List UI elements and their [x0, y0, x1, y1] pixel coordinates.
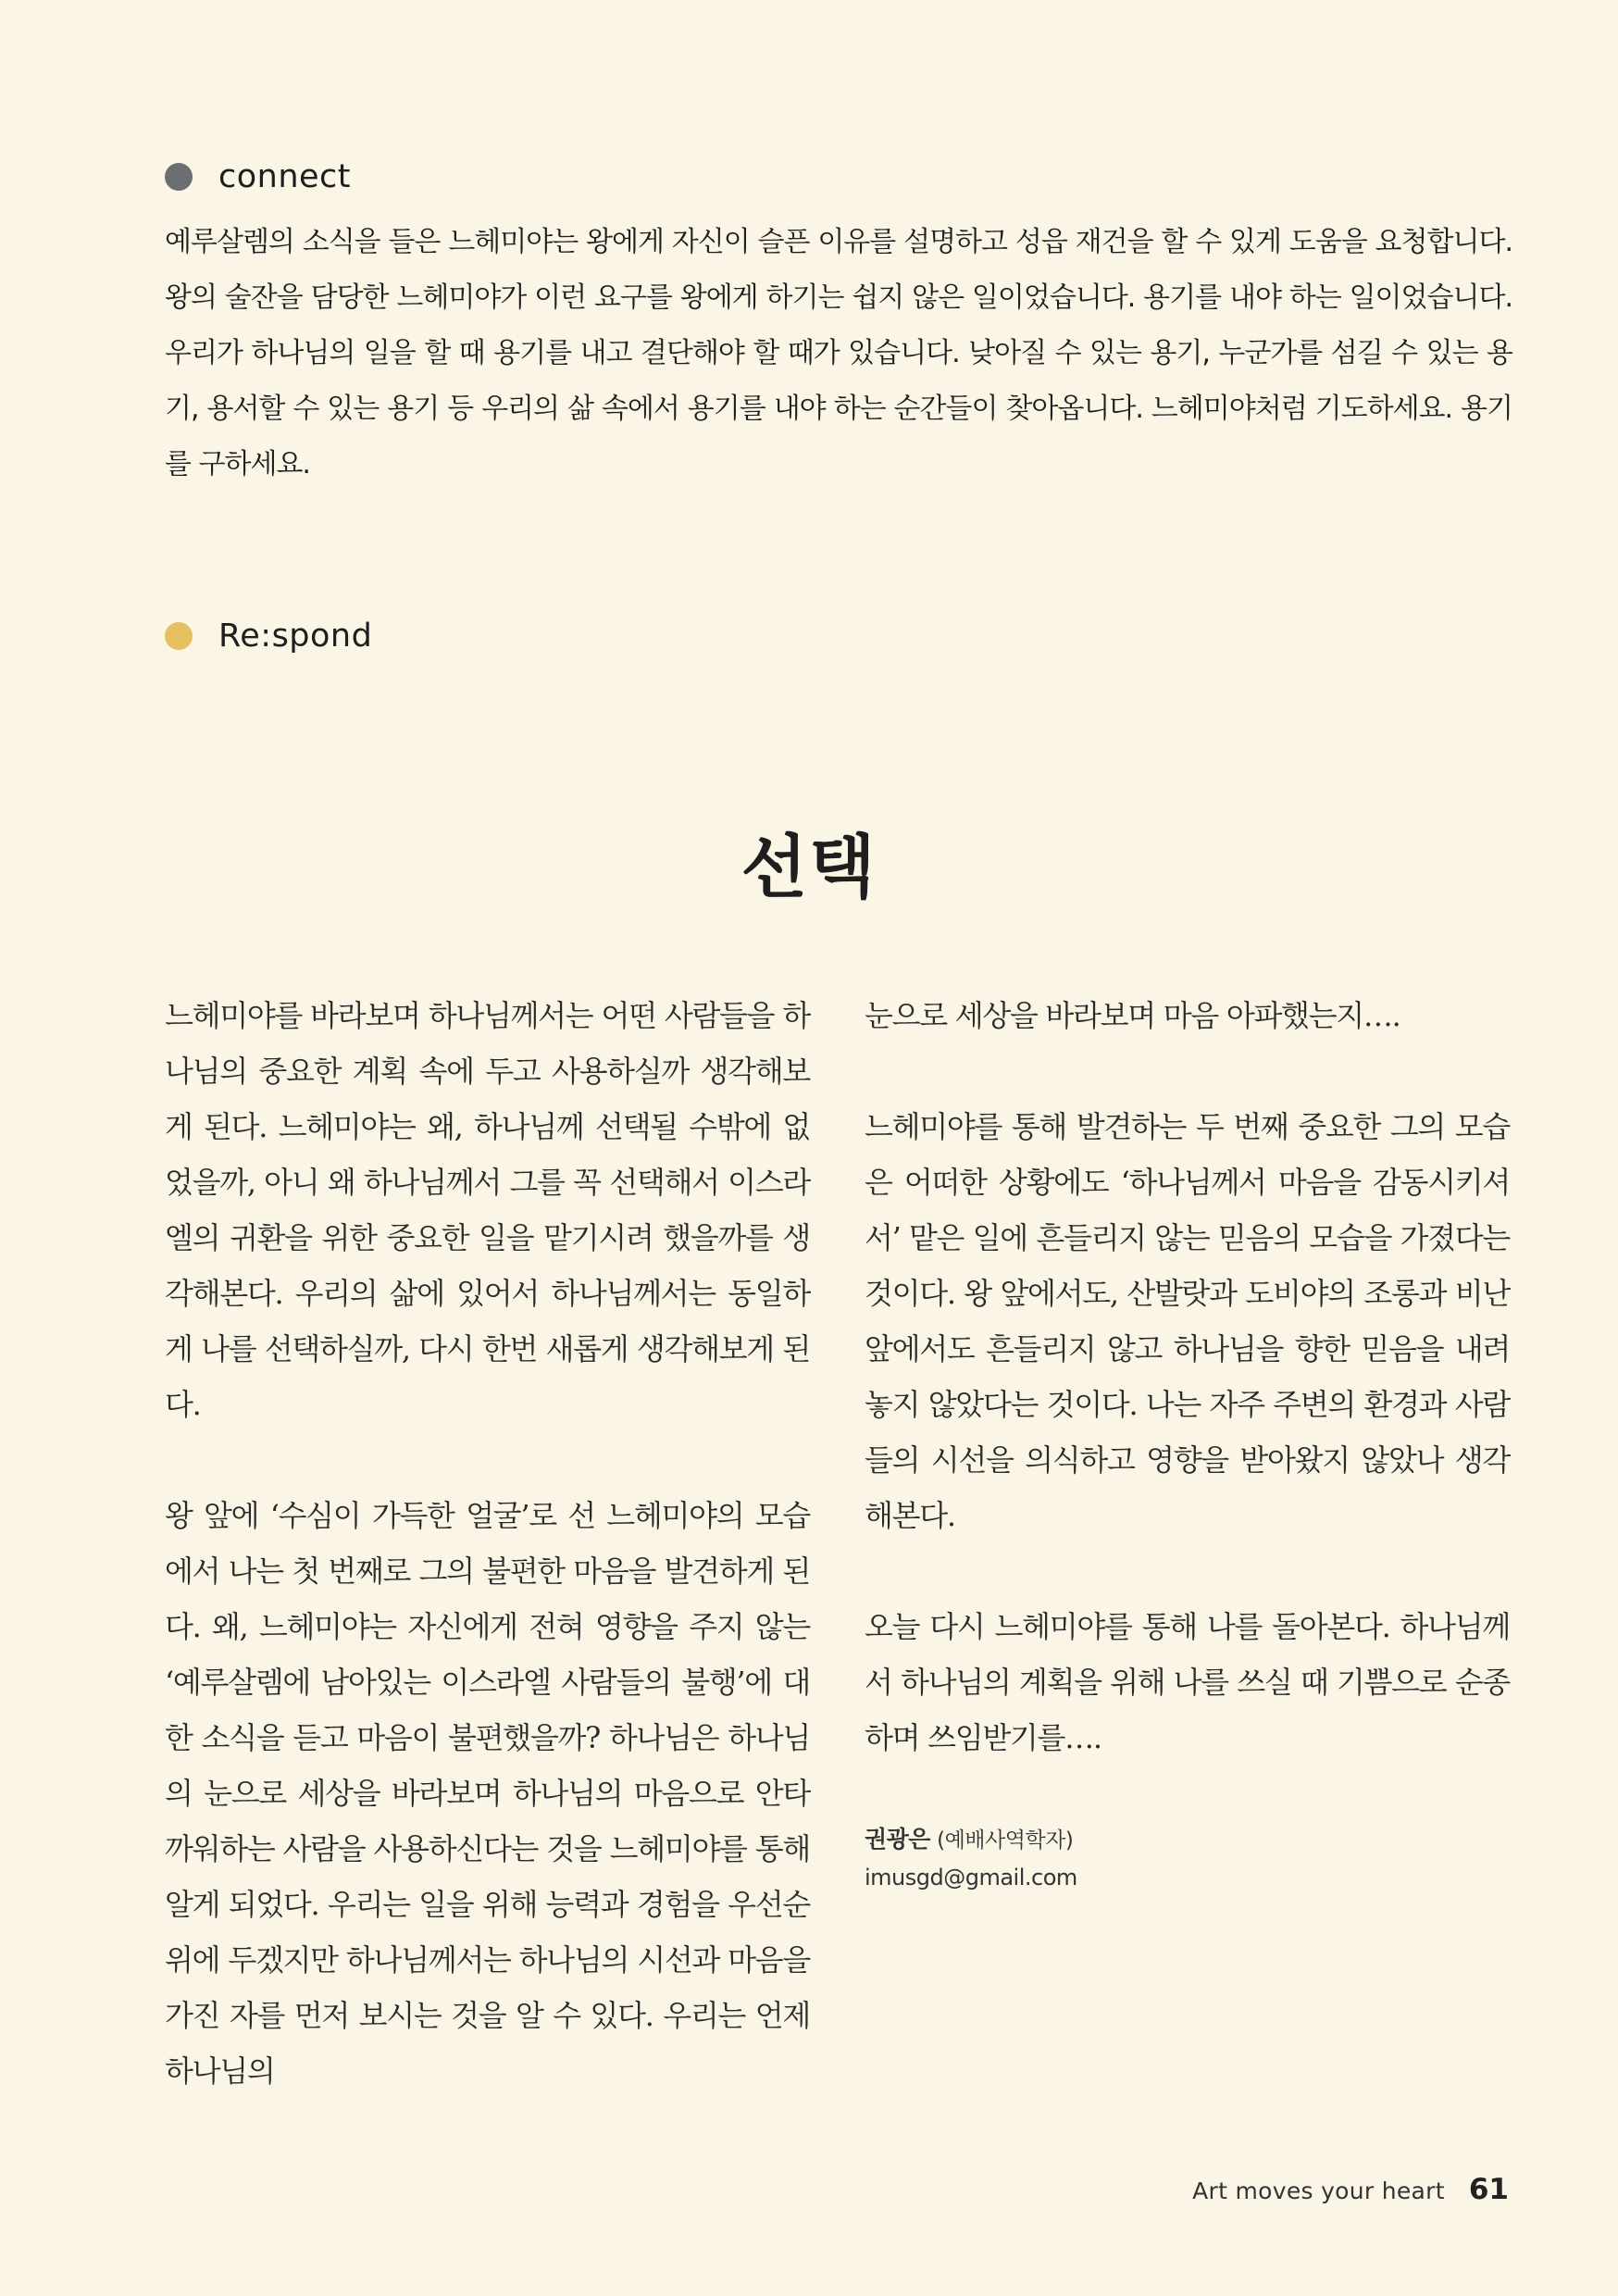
article-title: 선택 — [741, 828, 877, 907]
author-block — [865, 1821, 1510, 1896]
article-paragraph: 왕 앞에 ‘수심이 가득한 얼굴’로 선 느헤미야의 모습에서 나는 첫 번째로 그의 불편한 마음을 발견하게 된다. 왜, 느헤미야는 자신에게 전혀 영향을 주지 않는 ‘예루살렘에 남아있는 이스라엘 사람들의 불행’에 대한 소식을 듣고 마음이 불편했을까? 하나님은 하나님의 눈으로 세상을 바라보며 하나님의 마음으로 안타까워하는 사람을 사용하신다는 것을 느헤미야를 통해 알게 되었다. 우리는 일을 위해 능력과 경험을 우선순위에 두겠지만 하나님께서는 하나님의 시선과 마음을 가진 자를 먼저 보시는 것을 알 수 있다. 우리는 언제 하나님의 — [165, 1498, 810, 2089]
connect-bullet-dot — [165, 163, 193, 191]
article-paragraph: 느헤미야를 바라보며 하나님께서는 어떤 사람들을 하나님의 중요한 계획 속에 두고 사용하실까 생각해보게 된다. 느헤미야는 왜, 하나님께 선택될 수밖에 없었을까, 아니 왜 하나님께서 그를 꼭 선택해서 이스라엘의 귀환을 위한 중요한 일을 맡기시려 했을까를 생각해본다. 우리의 삶에 있어서 하나님께서는 동일하게 나를 선택하실까, 다시 한번 새롭게 생각해보게 된다. — [165, 998, 810, 1422]
respond-label: Re:spond — [218, 618, 373, 655]
article-paragraph: 느헤미야를 통해 발견하는 두 번째 중요한 그의 모습은 어떠한 상황에도 ‘하나님께서 마음을 감동시키셔서’ 맡은 일에 흔들리지 않는 믿음의 모습을 가졌다는 것이다. 왕 앞에서도, 산발랏과 도비야의 조롱과 비난 앞에서도 흔들리지 않고 하나님을 향한 믿음을 내려놓지 않았다는 것이다. 나는 자주 주변의 환경과 사람들의 시선을 의식하고 영향을 받아왔지 않았나 생각해본다. — [865, 1109, 1510, 1533]
page-number: 61 — [1468, 2173, 1509, 2206]
article-paragraph: 오늘 다시 느헤미야를 통해 나를 돌아본다. 하나님께서 하나님의 계획을 위해 나를 쓰실 때 기쁨으로 순종하며 쓰임받기를…. — [865, 1609, 1510, 1755]
connect-section-heading — [165, 158, 351, 195]
author-role: (예배사역학자) — [937, 1828, 1074, 1853]
article-paragraph: 눈으로 세상을 바라보며 마음 아파했는지…. — [865, 998, 1400, 1033]
respond-section-heading — [165, 618, 372, 655]
author-email: imusgd@gmail.com — [865, 1865, 1077, 1890]
respond-bullet-dot — [165, 622, 193, 650]
page-footer — [1192, 2173, 1509, 2206]
footer-tagline: Art moves your heart — [1192, 2177, 1445, 2204]
article-left-column — [165, 988, 810, 2099]
connect-body-text: 예루살렘의 소식을 들은 느헤미야는 왕에게 자신이 슬픈 이유를 설명하고 성읍 재건을 할 수 있게 도움을 요청합니다. 왕의 술잔을 담당한 느헤미야가 이런 요구를 왕에게 하기는 쉽지 않은 일이었습니다. 용기를 내야 하는 일이었습니다. 우리가 하나님의 일을 할 때 용기를 내고 결단해야 할 때가 있습니다. 낮아질 수 있는 용기, 누군가를 섬길 수 있는 용기, 용서할 수 있는 용기 등 우리의 삶 속에서 용기를 내야 하는 순간들이 찾아옵니다. 느헤미야처럼 기도하세요. 용기를 구하세요. — [165, 226, 1512, 480]
author-name: 권광은 — [865, 1826, 930, 1853]
article-right-column — [865, 988, 1510, 1896]
connect-label: connect — [218, 158, 352, 195]
